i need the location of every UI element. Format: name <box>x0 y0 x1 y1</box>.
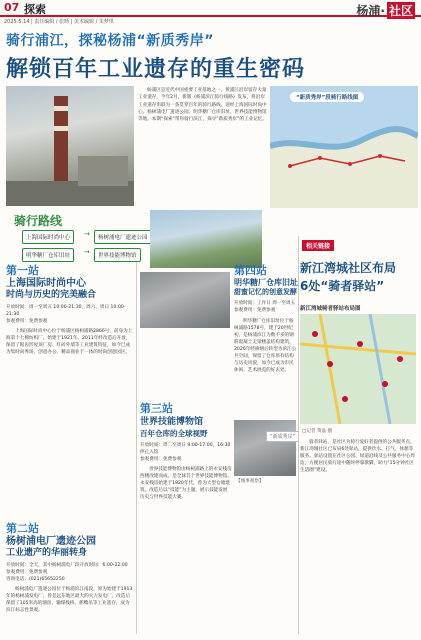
stop-3-subtitle: 百年仓库的全球视野 <box>140 429 208 438</box>
station-map-illustration <box>300 314 416 424</box>
stop-1-title: 上海国际时尚中心 <box>6 278 86 289</box>
divider <box>136 262 137 634</box>
stop-4-title: 明华糖厂仓库旧址 <box>234 278 298 287</box>
route-node-1: 上海国际时尚中心 <box>22 230 74 244</box>
riverside-photo <box>150 210 262 268</box>
stop-3-title: 世界技能博物馆 <box>140 417 204 427</box>
related-body-text: 骑者驿站，是社区为骑行爱好者提供的公共服务点，新江湾城社区已布局6处驿站，提供饮水、打气、休憩等服务。驿站设置在社区公园、绿道沿线及公共服务中心周边，方便居民骑行途中随时停靠歇脚，助力“15分钟社区生活圈”建设。 <box>300 440 415 473</box>
related-photo-caption: □记者 黄晶 摄 <box>302 429 333 434</box>
map-title: “新质秀岸”段骑行路线图 <box>290 92 364 102</box>
stop-1-body: 上海国际时尚中心位于杨浦区杨树浦路2866号，前身为上海第十七棉纺织厂，始建于1921年。2011年经改造后开放，保留了锯齿形屋顶厂房、红砖外墙等工业建筑特征，如今已成为集时尚秀场、创意办公、精品商业于一体的时尚创意园区。 <box>6 329 133 356</box>
newspaper-brand <box>356 2 415 19</box>
stop-2-body: 杨树浦电厂遗迹公园位于杨浦滨江南段，原为始建于1913年的杨树浦发电厂，曾是远东地区最大的火力发电厂。改造后保留了105米高的烟囱、输煤栈桥、鹤嘴吊等工业遗存，成为滨江标志性景观。 <box>6 587 133 614</box>
stop-1-info: 开放时间：周一至周五 10:00-21:30，周六、周日 10:00-21:30 参观费用：免费参观 <box>6 305 126 324</box>
stop-2-label: 第二站 <box>6 522 39 535</box>
stop-4-label: 第四站 <box>234 264 267 277</box>
stop-4-info: 开放时间：工作日 周一至周五 参观费用：免费参观 <box>234 301 296 313</box>
route-node-2: 杨树浦电厂遗迹公园 <box>94 230 152 244</box>
brand-box: 社区 <box>388 4 413 18</box>
stop-1-subtitle: 时尚与历史的完美融合 <box>6 290 97 300</box>
warehouse-photo <box>140 272 230 328</box>
photo-caption: 【城事观察】 <box>236 479 264 484</box>
route-title: 骑行路线 <box>14 214 63 228</box>
section-name: 探索 <box>24 3 46 16</box>
editor-meta: 2025.5.14 | 责任编辑 / 张旸 | 美术编辑 / 朱梦琪 <box>4 19 114 25</box>
route-map <box>270 86 418 208</box>
divider <box>298 236 299 634</box>
related-title-line2: 6处“骑者驿站” <box>300 279 385 293</box>
map-illustration <box>270 86 418 208</box>
arrow-right-icon: → <box>84 248 90 256</box>
industrial-photo <box>234 420 296 476</box>
route-node-3: 明华糖厂仓库旧址 <box>22 248 74 262</box>
route-node-4: 世界技能博物馆 <box>94 248 141 262</box>
related-subtitle: 新江湾城骑者驿站布局图 <box>300 306 361 312</box>
related-title-line1: 新江湾城社区布局 <box>300 261 397 275</box>
station-map <box>300 314 416 424</box>
stop-4-subtitle: 甜蜜记忆的创意发酵 <box>234 288 297 296</box>
brand-text: 杨浦· <box>356 4 385 18</box>
stop-1 <box>6 262 134 356</box>
page-number: 07 <box>4 1 20 14</box>
stop-3-info: 开放时间：周二至周日 9:00-17:00，16:30停止入馆 参观费用：免费参观 <box>140 443 231 462</box>
headline-main: 解锁百年工业遗存的重生密码 <box>6 57 306 82</box>
headline-kicker: 骑行浦江，探秘杨浦“新质秀岸” <box>6 33 214 49</box>
stop-3 <box>140 400 232 501</box>
intro-paragraph: 杨浦区是近代中国重要工业基地之一，黄浦江沿岸留存大量工业遗存，今年2月，新版《杨浦滨江骑行线路》发布，将沿岸工业遗存串联为一条贯穿百年的骑行路线，途经上海国际时尚中心、杨树浦电厂遗迹公园、明华糖厂仓库旧址、世界技能博物馆等地。本期“探索”带你骑行滨江，探寻“新质秀岸”的工业记忆。 <box>138 88 267 123</box>
stop-4-body: 明华糖厂仓库旧址位于杨树浦路1578号，建于20世纪初，是杨浦滨江为数不多的钢筋混凝土无梁楼盖结构建筑。2020年经修缮后转型为滨江公共空间，保留了仓库原有结构与历史风貌，如今已成为市民休闲、艺术展览的好去处。 <box>234 318 297 373</box>
top-bar <box>0 0 421 17</box>
stop-3-body: 世界技能博物馆由杨树浦路上的永安栈房西楼改建而成，是全球首个世界技能博物馆。永安栈房始建于1920年代，曾为大型仓储建筑，改造后以“技能”为主题，展示技能发展历史与世界技能大赛。 <box>140 467 232 501</box>
arrow-right-icon: → <box>84 230 90 238</box>
stop-3-label: 第三站 <box>140 402 173 415</box>
chimney-photo <box>6 86 134 206</box>
stop-4 <box>234 262 298 374</box>
related-link-tag: 相关链接 <box>302 240 334 251</box>
related-body <box>300 436 416 474</box>
stop-2-title: 杨树浦电厂遗迹公园 <box>6 536 96 547</box>
chimney-illustration <box>6 86 134 206</box>
photo-sticker: “新质秀岸” <box>266 431 299 442</box>
stop-1-label: 第一站 <box>6 264 39 277</box>
stop-2 <box>6 520 134 614</box>
stop-2-subtitle: 工业遗产的华丽转身 <box>6 548 88 558</box>
stop-2-info: 开放时间：全天，其中杨树浦电厂段开放时间：6:00-22:00 参观费用：免费参观 咨询电话：(021)65652250 <box>6 563 128 582</box>
